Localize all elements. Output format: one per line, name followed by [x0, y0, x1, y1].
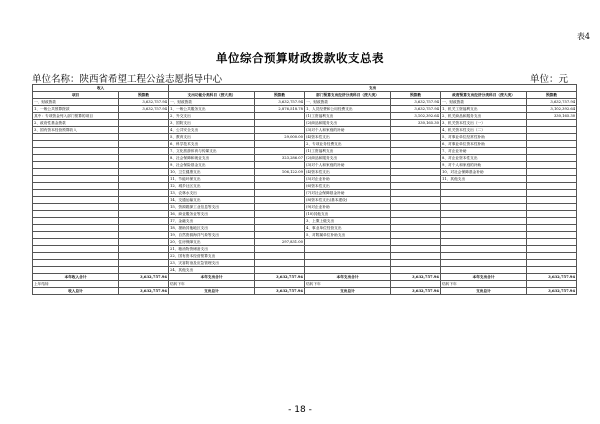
amount-cell [119, 169, 169, 176]
amount-cell [255, 211, 305, 218]
amount-cell [255, 127, 305, 134]
item-cell [305, 239, 391, 246]
item-cell [441, 239, 527, 246]
amount-cell [391, 267, 441, 274]
page-number: - 18 - [288, 405, 312, 415]
amount-cell [391, 141, 441, 148]
amount-cell [255, 141, 305, 148]
item-cell: (8)资本性支出(基本建设) [305, 197, 391, 204]
amount-cell [119, 134, 169, 141]
amount-cell [391, 232, 441, 239]
budget-table [32, 84, 577, 295]
item-cell [441, 246, 527, 253]
income-total-value: 3,632,757.94 [119, 274, 169, 281]
item-cell: 一、财政拨款 [169, 99, 255, 106]
table-row [33, 204, 577, 211]
item-cell: (4)资本性支出 [305, 134, 391, 141]
amount-cell [391, 197, 441, 204]
amount-cell [119, 176, 169, 183]
amount-cell [391, 148, 441, 155]
expense-total-label: 本年支出合计 [169, 274, 255, 281]
item-cell: 6、科学技术支出 [169, 141, 255, 148]
col-header: 预算数 [391, 92, 441, 99]
item-cell: 2、外交支出 [169, 113, 255, 120]
amount-cell [255, 190, 305, 197]
item-cell: 1、机关工资福利支出 [441, 106, 527, 113]
item-cell: 6、对事业单位资本性补助 [441, 141, 527, 148]
item-cell [33, 148, 119, 155]
table-row [33, 113, 577, 120]
item-cell: 16、商业服务业等支出 [169, 211, 255, 218]
amount-cell [119, 253, 169, 260]
table-row [33, 197, 577, 204]
carryover-row [33, 281, 577, 288]
amount-cell: 3,632,757.94 [255, 99, 305, 106]
grand-expense-label: 支出总计 [169, 288, 255, 295]
item-cell: 4、机关资本性支出（二） [441, 127, 527, 134]
item-cell [33, 141, 119, 148]
item-cell [33, 232, 119, 239]
amount-cell [527, 162, 577, 169]
item-cell: (6)资本性支出 [305, 183, 391, 190]
item-cell: 2、政府性基金拨款 [33, 120, 119, 127]
amount-cell [391, 211, 441, 218]
amount-cell: 3,632,757.94 [391, 106, 441, 113]
item-cell: 3、国有资本经营预算收入 [33, 127, 119, 134]
table-row [33, 253, 577, 260]
amount-cell: 323,286.07 [255, 155, 305, 162]
item-cell: 8、社会保障和就业支出 [169, 155, 255, 162]
amount-cell [391, 155, 441, 162]
item-cell: 5、教育支出 [169, 134, 255, 141]
item-cell [441, 211, 527, 218]
item-cell: 14、交通运输支出 [169, 197, 255, 204]
amount-cell [119, 127, 169, 134]
item-cell: 3、上缴上级支出 [305, 218, 391, 225]
amount-cell [119, 141, 169, 148]
amount-cell: 106,122.09 [255, 169, 305, 176]
amount-cell: 3,632,757.94 [119, 99, 169, 106]
amount-cell [527, 232, 577, 239]
item-cell: (5)对企业补助 [305, 176, 391, 183]
amount-cell [255, 267, 305, 274]
amount-cell [255, 218, 305, 225]
item-cell [33, 260, 119, 267]
item-cell [441, 225, 527, 232]
item-cell [441, 260, 527, 267]
amount-cell: 3,102,392.64 [391, 113, 441, 120]
item-cell: 一、财政拨款 [441, 99, 527, 106]
item-cell: (9)对企业补助 [305, 204, 391, 211]
amount-cell [119, 225, 169, 232]
item-cell [33, 211, 119, 218]
amount-cell [255, 204, 305, 211]
amount-cell [391, 260, 441, 267]
amount-cell [527, 127, 577, 134]
amount-cell [391, 190, 441, 197]
amount-cell [119, 260, 169, 267]
item-cell: 10、卫生健康支出 [169, 169, 255, 176]
table-row [33, 218, 577, 225]
amount-cell [255, 260, 305, 267]
item-cell: 2、机关商品和服务支出 [441, 113, 527, 120]
amount-cell [391, 169, 441, 176]
amount-cell [255, 120, 305, 127]
item-cell: (2)商品和服务支出 [305, 120, 391, 127]
amount-cell: 3,632,757.94 [527, 99, 577, 106]
item-cell: (3)对个人和家庭的补助 [305, 127, 391, 134]
amount-cell: 330,165.30 [391, 120, 441, 127]
item-cell: 3、机关资本性支出（一） [441, 120, 527, 127]
table-row [33, 183, 577, 190]
col-header: 政府预算支出经济分类科目（按大类） [441, 92, 527, 99]
amount-cell [527, 183, 577, 190]
item-cell: 10、对社会保障基金补助 [441, 169, 527, 176]
item-cell: 23、灾害防治及应急管理支出 [169, 260, 255, 267]
expense-total-label: 本年支出合计 [305, 274, 391, 281]
amount-cell [255, 162, 305, 169]
amount-cell [255, 148, 305, 155]
col-header: 部门预算支出经济分类科目（按大类） [305, 92, 391, 99]
item-cell [305, 267, 391, 274]
amount-cell: 3,632,757.94 [391, 99, 441, 106]
table-number-label: 表4 [576, 32, 590, 41]
carryover-in-label: 上年结转 [33, 281, 119, 288]
item-cell [441, 204, 527, 211]
item-cell [33, 155, 119, 162]
item-cell [305, 260, 391, 267]
table-row [33, 190, 577, 197]
item-cell: 3、国防支出 [169, 120, 255, 127]
amount-cell [527, 134, 577, 141]
item-cell [33, 183, 119, 190]
item-cell: (1)工资福利支出 [305, 148, 391, 155]
table-row [33, 148, 577, 155]
amount-cell [119, 155, 169, 162]
item-cell [441, 197, 527, 204]
item-cell: 1、一般公共服务支出 [169, 106, 255, 113]
item-cell: 5、对事业单位经常性补助 [441, 134, 527, 141]
item-cell: 一、财政拨款 [33, 99, 119, 106]
expense-total-label: 本年支出合计 [441, 274, 527, 281]
amount-cell [255, 253, 305, 260]
grand-expense-value: 3,632,757.94 [391, 288, 441, 295]
table-row [33, 120, 577, 127]
amount-cell [527, 197, 577, 204]
amount-cell [119, 246, 169, 253]
amount-cell: 3,102,392.64 [527, 106, 577, 113]
amount-cell [527, 169, 577, 176]
table-row [33, 246, 577, 253]
page-title: 单位综合预算财政拨款收支总表 [216, 51, 384, 65]
item-cell: 11、其他支出 [441, 176, 527, 183]
grand-total-row [33, 288, 577, 295]
amount-cell [119, 190, 169, 197]
item-cell: (4)资本性支出 [305, 169, 391, 176]
expense-total-value: 3,632,757.94 [255, 274, 305, 281]
expense-total-value: 3,632,757.94 [391, 274, 441, 281]
grand-expense-value: 3,632,757.94 [527, 288, 577, 295]
amount-cell [119, 183, 169, 190]
item-cell [33, 239, 119, 246]
table-row [33, 127, 577, 134]
table-row [33, 267, 577, 274]
table-group-header-row [33, 85, 577, 92]
amount-cell [119, 197, 169, 204]
item-cell [441, 190, 527, 197]
item-cell: 5、对附属单位补助支出 [305, 232, 391, 239]
amount-cell [391, 176, 441, 183]
amount-cell [391, 204, 441, 211]
item-cell: 8、对企业资本性支出 [441, 155, 527, 162]
item-cell: 9、对个人和家庭的补助 [441, 162, 527, 169]
item-cell: 19、自然资源海洋气象等支出 [169, 232, 255, 239]
table-row [33, 176, 577, 183]
currency-unit-label: 单位：元 [529, 74, 568, 85]
amount-cell [119, 162, 169, 169]
amount-cell [391, 162, 441, 169]
amount-cell [119, 120, 169, 127]
item-cell [33, 267, 119, 274]
amount-cell [255, 113, 305, 120]
amount-cell [527, 211, 577, 218]
table-row [33, 155, 577, 162]
item-cell: (7)对社会保障基金补助 [305, 190, 391, 197]
item-cell: 24、其他支出 [169, 267, 255, 274]
item-cell: 20、住房保障支出 [169, 239, 255, 246]
item-cell [441, 232, 527, 239]
item-cell [33, 218, 119, 225]
item-cell [33, 162, 119, 169]
item-cell: 13、农林水支出 [169, 190, 255, 197]
amount-cell [527, 218, 577, 225]
amount-cell [119, 232, 169, 239]
col-header: 预算数 [255, 92, 305, 99]
amount-cell [119, 113, 169, 120]
item-cell: 其中：专项资金列入部门预算的项目 [33, 113, 119, 120]
table-row [33, 99, 577, 106]
item-cell [33, 190, 119, 197]
amount-cell: 29,000.00 [255, 134, 305, 141]
amount-cell [119, 218, 169, 225]
table-row [33, 141, 577, 148]
amount-cell: 297,831.00 [255, 239, 305, 246]
amount-cell [527, 155, 577, 162]
grand-expense-label: 支出总计 [441, 288, 527, 295]
table-row [33, 211, 577, 218]
amount-cell [527, 239, 577, 246]
amount-cell [527, 148, 577, 155]
amount-cell [527, 225, 577, 232]
carryover-out-label: 结转下年 [305, 281, 391, 288]
carryover-out-label: 结转下年 [441, 281, 527, 288]
amount-cell [391, 134, 441, 141]
amount-cell [255, 183, 305, 190]
amount-cell [255, 176, 305, 183]
item-cell [33, 246, 119, 253]
col-header: 预算数 [527, 92, 577, 99]
item-cell [441, 253, 527, 260]
amount-cell [391, 246, 441, 253]
item-cell: 15、资源勘探工业信息等支出 [169, 204, 255, 211]
amount-cell [119, 239, 169, 246]
item-cell [441, 218, 527, 225]
carryover-out-label: 结转下年 [169, 281, 255, 288]
item-cell: (1)工资福利支出 [305, 113, 391, 120]
amount-cell [255, 232, 305, 239]
expense-group-header: 支出 [169, 85, 577, 92]
amount-cell [527, 267, 577, 274]
item-cell [33, 225, 119, 232]
item-cell: 12、城乡社区支出 [169, 183, 255, 190]
amount-cell [391, 239, 441, 246]
table-column-header-row [33, 92, 577, 99]
item-cell [33, 169, 119, 176]
item-cell: 11、节能环保支出 [169, 176, 255, 183]
item-cell [305, 253, 391, 260]
item-cell: 17、金融支出 [169, 218, 255, 225]
amount-cell [391, 225, 441, 232]
grand-expense-value: 3,632,757.94 [255, 288, 305, 295]
expense-total-value: 3,632,757.94 [527, 274, 577, 281]
amount-cell [527, 190, 577, 197]
item-cell [33, 204, 119, 211]
item-cell: 22、国有资本经营预算支出 [169, 253, 255, 260]
table-row [33, 162, 577, 169]
item-cell: (2)商品和服务支出 [305, 155, 391, 162]
item-cell: (3)对个人和家庭的补助 [305, 162, 391, 169]
item-cell: 2、专项业务经费支出 [305, 141, 391, 148]
grand-income-value: 3,632,757.94 [119, 288, 169, 295]
amount-cell: 3,632,757.94 [119, 106, 169, 113]
amount-cell [391, 218, 441, 225]
amount-cell [255, 197, 305, 204]
amount-cell [527, 176, 577, 183]
item-cell: 4、事业单位经营支出 [305, 225, 391, 232]
unit-name-label: 单位名称：陕西省希望工程公益志愿指导中心 [32, 74, 223, 85]
item-cell: (10)其他支出 [305, 211, 391, 218]
amount-cell [527, 204, 577, 211]
item-cell: 9、社会保险基金支出 [169, 162, 255, 169]
amount-cell [527, 141, 577, 148]
col-header: 预算数 [119, 92, 169, 99]
amount-cell [391, 253, 441, 260]
item-cell [441, 267, 527, 274]
item-cell [441, 183, 527, 190]
grand-expense-label: 支出总计 [305, 288, 391, 295]
item-cell: 7、文化旅游体育与传媒支出 [169, 148, 255, 155]
grand-income-label: 收入总计 [33, 288, 119, 295]
amount-cell: 330,165.30 [527, 113, 577, 120]
table-row [33, 134, 577, 141]
amount-cell [391, 183, 441, 190]
item-cell: 7、对企业补助 [441, 148, 527, 155]
income-group-header: 收入 [33, 85, 169, 92]
amount-cell [119, 211, 169, 218]
amount-cell [119, 148, 169, 155]
amount-cell: 2,876,518.78 [255, 106, 305, 113]
item-cell [33, 134, 119, 141]
item-cell: 21、粮油物资储备支出 [169, 246, 255, 253]
item-cell: 1、一般公共预算拨款 [33, 106, 119, 113]
amount-cell [527, 260, 577, 267]
amount-cell [255, 225, 305, 232]
item-cell [33, 253, 119, 260]
item-cell: 一、财政拨款 [305, 99, 391, 106]
amount-cell [527, 253, 577, 260]
amount-cell [119, 267, 169, 274]
amount-cell [391, 127, 441, 134]
amount-cell [119, 204, 169, 211]
item-cell: 18、援助其他地区支出 [169, 225, 255, 232]
item-cell [305, 246, 391, 253]
amount-cell [527, 120, 577, 127]
table-row [33, 169, 577, 176]
total-row [33, 274, 577, 281]
table-row [33, 239, 577, 246]
table-row [33, 232, 577, 239]
item-cell: 4、公共安全支出 [169, 127, 255, 134]
amount-cell [255, 246, 305, 253]
item-cell: 1、人员经费和公用经费支出 [305, 106, 391, 113]
item-cell [33, 197, 119, 204]
item-cell [33, 176, 119, 183]
col-header: 项目 [33, 92, 119, 99]
col-header: 支出功能分类科目（按大类） [169, 92, 255, 99]
amount-cell [527, 246, 577, 253]
table-row [33, 106, 577, 113]
table-row [33, 225, 577, 232]
income-total-label: 本年收入合计 [33, 274, 119, 281]
table-row [33, 260, 577, 267]
